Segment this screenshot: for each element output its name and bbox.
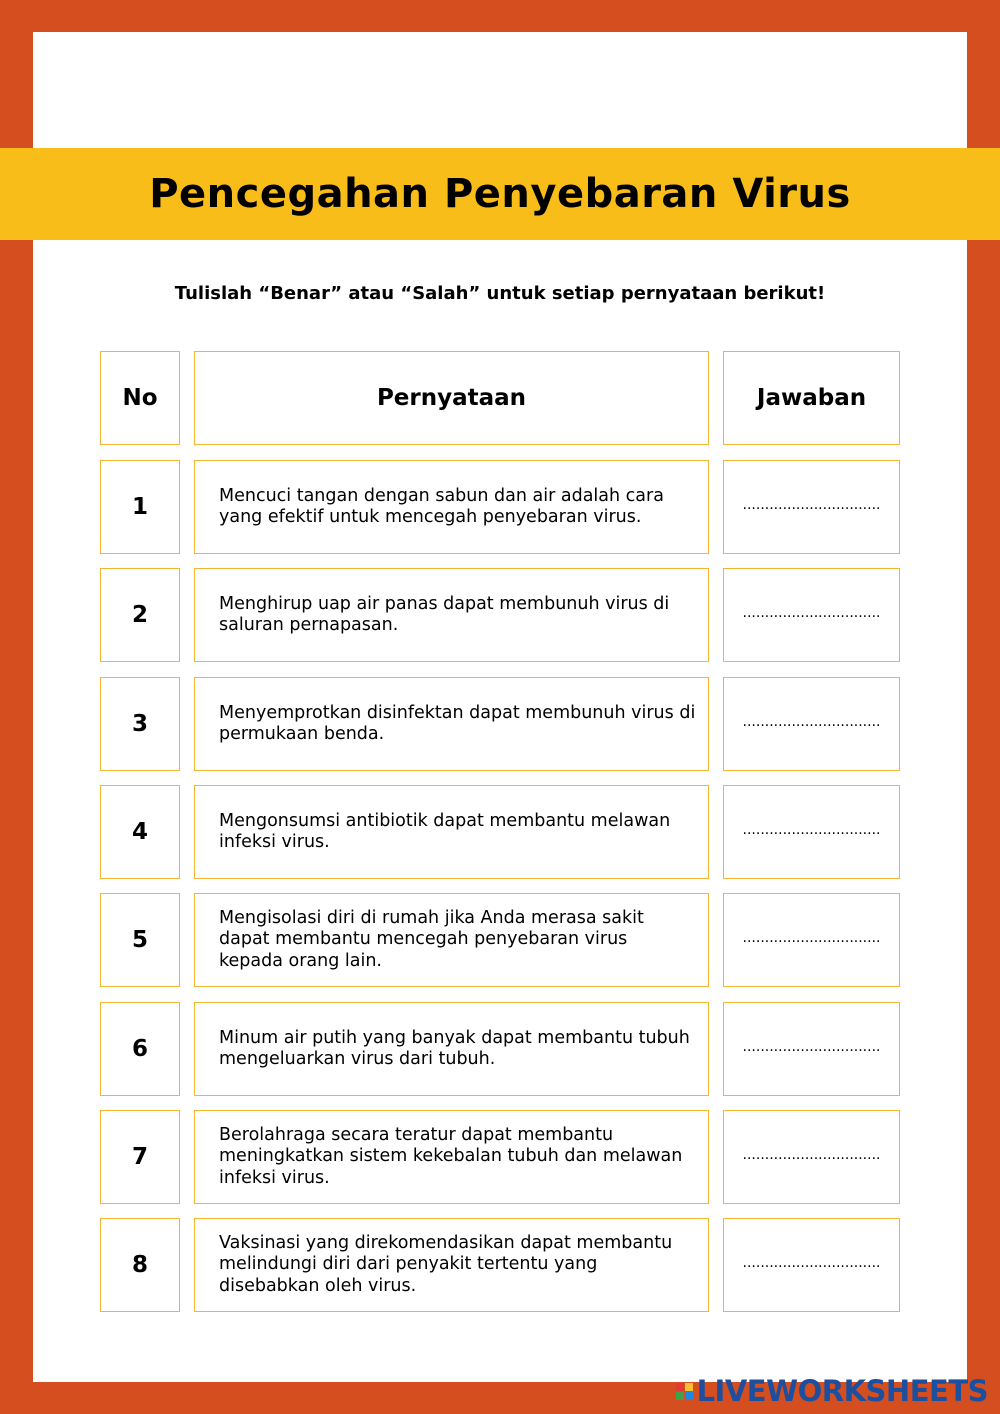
row-number: 7 bbox=[131, 1144, 148, 1170]
row-5-answer-field[interactable] bbox=[723, 893, 900, 987]
row-6-answer-field[interactable] bbox=[723, 1002, 900, 1096]
row-number: 6 bbox=[131, 1036, 148, 1062]
row-6-no bbox=[100, 1002, 180, 1096]
row-number: 1 bbox=[131, 494, 148, 520]
liveworksheets-brand bbox=[676, 1374, 988, 1408]
row-6-statement bbox=[194, 1002, 709, 1096]
brand-name: LIVEWORKSHEETS bbox=[696, 1374, 988, 1408]
statement-text: Minum air putih yang banyak dapat membantu tubuh mengeluarkan virus dari tubuh. bbox=[219, 1027, 690, 1069]
statement-text: Mengonsumsi antibiotik dapat membantu melawan infeksi virus. bbox=[219, 810, 671, 852]
row-2-answer-field[interactable] bbox=[723, 568, 900, 662]
header-statement-label: Pernyataan bbox=[376, 385, 527, 411]
row-number: 8 bbox=[131, 1252, 148, 1278]
row-3-no bbox=[100, 677, 180, 771]
header-answer-label: Jawaban bbox=[756, 385, 867, 411]
answer-blank[interactable]: ............................... bbox=[742, 714, 881, 730]
answer-blank[interactable]: ............................... bbox=[742, 1255, 881, 1271]
header-no-label: No bbox=[122, 385, 158, 411]
row-3-statement bbox=[194, 677, 709, 771]
header-answer bbox=[723, 351, 900, 445]
row-number: 2 bbox=[131, 602, 148, 628]
row-1-statement bbox=[194, 460, 709, 554]
row-8-no bbox=[100, 1218, 180, 1312]
row-8-answer-field[interactable] bbox=[723, 1218, 900, 1312]
row-number: 3 bbox=[131, 711, 148, 737]
row-4-answer-field[interactable] bbox=[723, 785, 900, 879]
answer-blank[interactable]: ............................... bbox=[742, 930, 881, 946]
liveworksheets-logo-icon bbox=[676, 1383, 693, 1400]
row-3-answer-field[interactable] bbox=[723, 677, 900, 771]
row-7-statement bbox=[194, 1110, 709, 1204]
answer-blank[interactable]: ............................... bbox=[742, 1147, 881, 1163]
row-5-statement bbox=[194, 893, 709, 987]
row-1-answer-field[interactable] bbox=[723, 460, 900, 554]
statement-text: Menghirup uap air panas dapat membunuh virus di saluran pernapasan. bbox=[219, 593, 670, 635]
instruction-text: Tulislah “Benar” atau “Salah” untuk setiap pernyataan berikut! bbox=[174, 283, 826, 304]
row-4-no bbox=[100, 785, 180, 879]
title-band bbox=[0, 148, 1000, 240]
statement-text: Vaksinasi yang direkomendasikan dapat membantu melindungi diri dari penyakit tertentu yang disebabkan oleh virus. bbox=[219, 1232, 673, 1296]
statement-text: Menyemprotkan disinfektan dapat membunuh virus di permukaan benda. bbox=[219, 702, 696, 744]
row-1-no bbox=[100, 460, 180, 554]
header-statement bbox=[194, 351, 709, 445]
row-number: 4 bbox=[131, 819, 148, 845]
row-7-no bbox=[100, 1110, 180, 1204]
statement-text: Mencuci tangan dengan sabun dan air adalah cara yang efektif untuk mencegah penyebaran virus. bbox=[219, 485, 664, 527]
row-2-statement bbox=[194, 568, 709, 662]
header-no bbox=[100, 351, 180, 445]
statement-text: Mengisolasi diri di rumah jika Anda merasa sakit dapat membantu mencegah penyebaran virus kepada orang lain. bbox=[219, 907, 644, 971]
row-4-statement bbox=[194, 785, 709, 879]
answer-blank[interactable]: ............................... bbox=[742, 605, 881, 621]
page-title: Pencegahan Penyebaran Virus bbox=[149, 171, 851, 217]
answer-blank[interactable]: ............................... bbox=[742, 1039, 881, 1055]
answer-blank[interactable]: ............................... bbox=[742, 822, 881, 838]
row-7-answer-field[interactable] bbox=[723, 1110, 900, 1204]
row-number: 5 bbox=[131, 927, 148, 953]
row-2-no bbox=[100, 568, 180, 662]
statement-text: Berolahraga secara teratur dapat membantu meningkatkan sistem kekebalan tubuh dan melawan infeksi virus. bbox=[219, 1124, 683, 1188]
row-8-statement bbox=[194, 1218, 709, 1312]
row-5-no bbox=[100, 893, 180, 987]
answer-blank[interactable]: ............................... bbox=[742, 497, 881, 513]
